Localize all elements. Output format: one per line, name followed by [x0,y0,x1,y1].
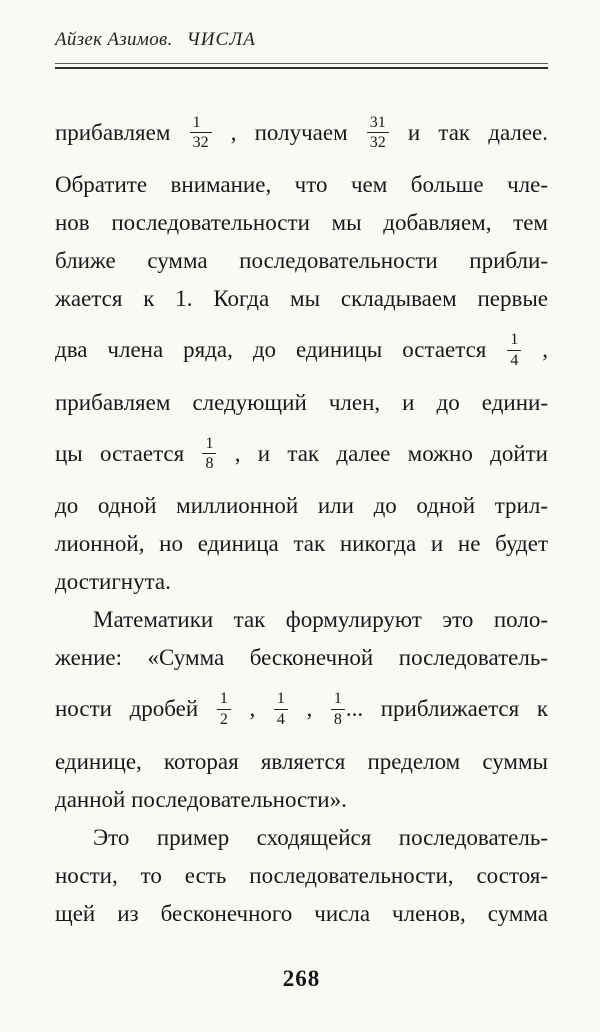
text-line [55,677,548,742]
fraction [202,435,216,473]
text-run: ности, то есть последовательности, состоя- [55,862,548,888]
text-run: достигнута. [55,569,171,595]
text-line [55,487,548,525]
text-run: щей из бесконечного числа членов, сумма [55,900,548,926]
text-line [55,384,548,422]
header-rule [55,63,548,69]
text-line [55,318,548,383]
running-header [55,28,548,52]
fraction-numerator: 1 [510,331,519,349]
fraction-denominator: 2 [217,709,231,728]
text-run: жение: «Сумма бесконечной последователь- [55,645,548,671]
fraction-numerator: 1 [219,690,228,708]
text-run: данной последовательности». [55,786,347,812]
fraction-denominator: 32 [190,132,212,151]
text-run: прибавляем [55,120,189,145]
fraction-denominator: 32 [367,132,389,151]
text-run: , и так далее можно дойти [217,440,548,466]
text-run: , [231,696,273,722]
text-run: Математики так формулируют это поло- [93,607,548,633]
fraction-numerator: 1 [333,690,342,708]
fraction-numerator: 1 [192,113,201,131]
fraction [217,690,231,728]
text-line [55,895,548,933]
page-footer [55,966,548,1032]
page-number: 268 [282,966,321,991]
fraction-numerator: 1 [276,690,285,708]
text-line [55,280,548,318]
text-run: лионной, но единица так никогда и не будет [55,531,548,557]
text-run: Обратите внимание, что чем больше чле- [55,172,548,198]
page-body [55,101,548,933]
fraction-denominator: 8 [331,709,345,728]
text-run: ... приближается к [345,696,549,722]
fraction [331,690,345,728]
text-run: прибавляем следующий член, и до едини- [55,389,548,415]
text-line [55,525,548,563]
fraction-denominator: 4 [274,709,288,728]
text-line [55,781,548,819]
text-line [55,242,548,280]
text-run: нов последовательности мы добавляем, тем [55,210,548,236]
text-line [55,743,548,781]
fraction [367,114,389,152]
text-run: , [522,337,549,363]
text-run: , [288,696,330,722]
fraction-numerator: 1 [205,434,214,452]
text-line [55,857,548,895]
text-line [55,204,548,242]
text-line [55,422,548,487]
fraction-denominator: 8 [202,453,216,472]
text-run: единице, которая является пределом суммы [55,748,548,774]
fraction [274,690,288,728]
text-line [55,101,548,166]
text-line [55,819,548,857]
text-line [55,639,548,677]
text-run: ности дробей [55,696,216,722]
text-line [55,563,548,601]
text-run: ближе сумма последовательности прибли- [55,248,548,274]
text-run: , получаем [212,120,366,145]
text-run: два члена ряда, до единицы остается [55,337,507,363]
text-run: и так далее. [389,120,549,145]
fraction [507,331,521,369]
text-line [55,166,548,204]
fraction [190,114,212,152]
text-run: до одной миллионной или до одной трил- [55,493,548,519]
text-run: Это пример сходящейся последователь- [93,824,548,850]
text-run: цы остается [55,440,202,466]
fraction-numerator: 31 [369,113,386,131]
header-book-title: ЧИСЛА [186,29,256,50]
text-line [55,601,548,639]
fraction-denominator: 4 [507,350,521,369]
header-author: Айзек Азимов. [55,29,173,50]
text-run: жается к 1. Когда мы складываем первые [55,286,548,312]
